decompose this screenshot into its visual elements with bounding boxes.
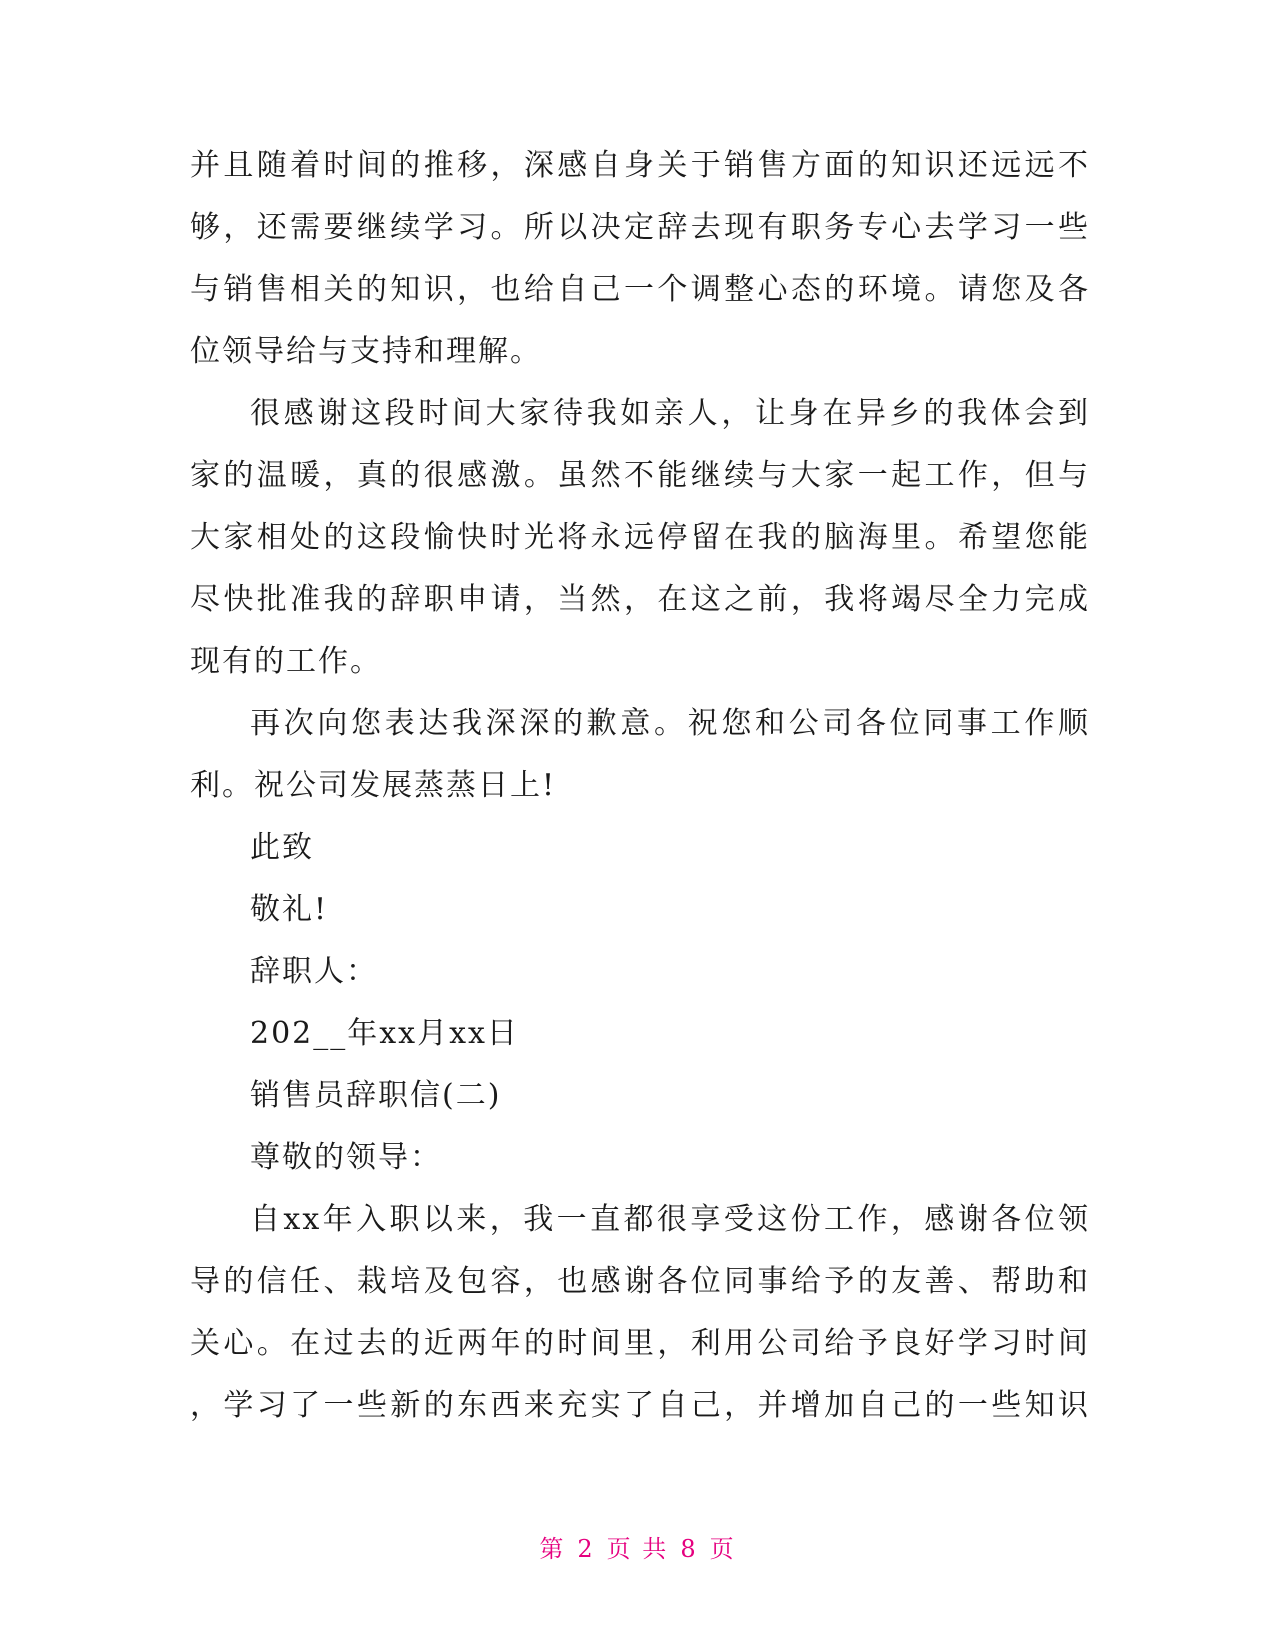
- footer-middle: 页 共: [606, 1535, 669, 1563]
- body-line: 并且随着时间的推移，深感自身关于销售方面的知识还远远不: [190, 148, 1090, 183]
- body-line: 现有的工作。: [190, 644, 382, 679]
- closing-salutation: 此致: [250, 830, 314, 865]
- greeting: 尊敬的领导：: [250, 1140, 442, 1175]
- body-line: 够，还需要继续学习。所以决定辞去现有职务专心去学习一些: [190, 210, 1090, 245]
- body-line: 导的信任、栽培及包容，也感谢各位同事给予的友善、帮助和: [190, 1264, 1090, 1299]
- body-line: 利。祝公司发展蒸蒸日上!: [190, 768, 557, 803]
- footer-total-pages: 8: [680, 1535, 698, 1563]
- footer-suffix: 页: [709, 1535, 736, 1563]
- date-line: 202__年xx月xx日: [250, 1016, 519, 1051]
- footer-prefix: 第: [539, 1535, 566, 1563]
- page-footer: [0, 1533, 1275, 1565]
- body-line: 自xx年入职以来，我一直都很享受这份工作，感谢各位领: [250, 1202, 1090, 1237]
- body-line: 很感谢这段时间大家待我如亲人，让身在异乡的我体会到: [250, 396, 1090, 431]
- body-line: ，学习了一些新的东西来充实了自己，并增加自己的一些知识: [190, 1388, 1090, 1423]
- body-line: 关心。在过去的近两年的时间里，利用公司给予良好学习时间: [190, 1326, 1090, 1361]
- body-line: 再次向您表达我深深的歉意。祝您和公司各位同事工作顺: [250, 706, 1090, 741]
- body-line: 位领导给与支持和理解。: [190, 334, 542, 369]
- footer-page-number: 2: [577, 1535, 595, 1563]
- section-title: 销售员辞职信(二): [250, 1078, 502, 1113]
- body-line: 大家相处的这段愉快时光将永远停留在我的脑海里。希望您能: [190, 520, 1090, 555]
- body-line: 尽快批准我的辞职申请，当然，在这之前，我将竭尽全力完成: [190, 582, 1090, 617]
- body-line: 家的温暖，真的很感激。虽然不能继续与大家一起工作，但与: [190, 458, 1090, 493]
- closing-regards: 敬礼!: [250, 892, 329, 927]
- signature-label: 辞职人：: [250, 954, 378, 989]
- body-line: 与销售相关的知识，也给自己一个调整心态的环境。请您及各: [190, 272, 1090, 307]
